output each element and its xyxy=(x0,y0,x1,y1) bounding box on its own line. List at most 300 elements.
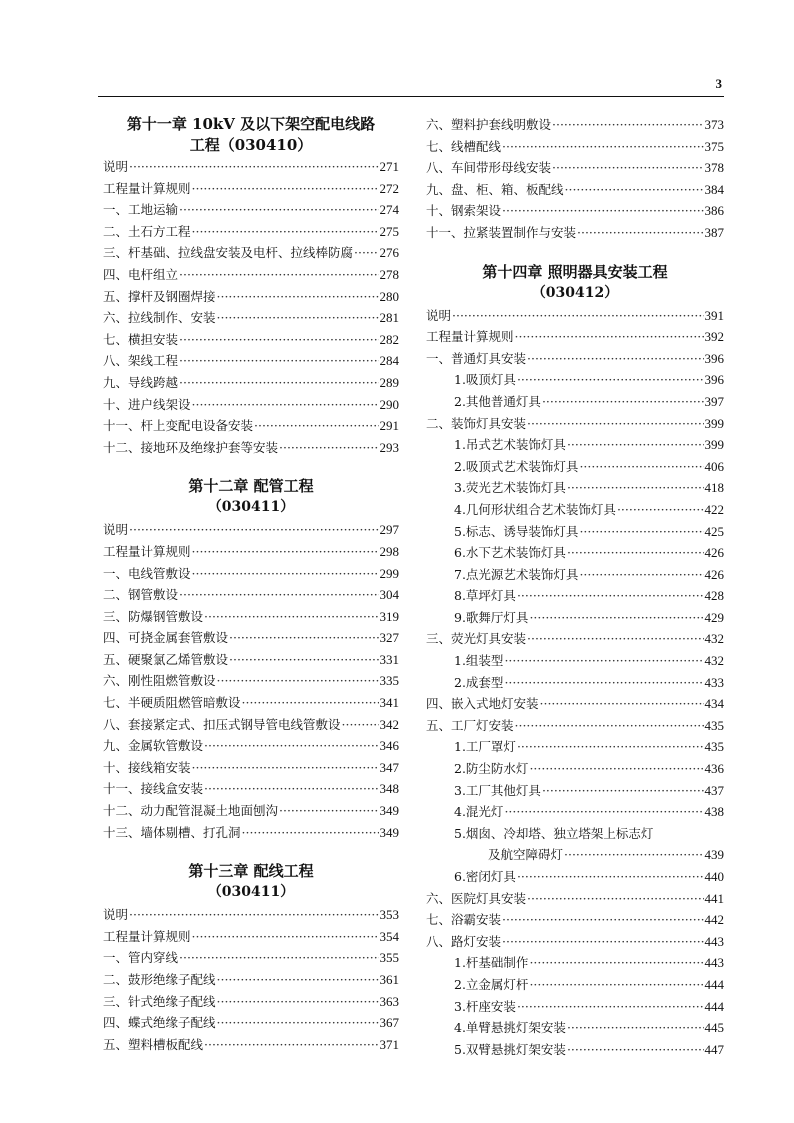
dot-leader xyxy=(129,519,378,541)
toc-entry-label: 八、架线工程 xyxy=(103,353,179,369)
toc-entry-label: 4.单臂悬挑灯架安装 xyxy=(454,1020,566,1036)
toc-entry-page: 397 xyxy=(704,393,724,409)
toc-entry-page: 440 xyxy=(704,869,724,884)
toc-entry[interactable] xyxy=(426,542,724,564)
toc-entry-label: 九、金属软管敷设 xyxy=(103,738,204,754)
toc-entry-label: 1.吊式艺术装饰灯具 xyxy=(454,437,566,453)
toc-entry-label: 四、蝶式绝缘子配线 xyxy=(103,1015,216,1031)
toc-entry[interactable] xyxy=(426,931,724,953)
toc-entry[interactable] xyxy=(426,521,724,543)
toc-entry-page: 298 xyxy=(379,543,399,559)
dot-leader xyxy=(192,757,379,779)
toc-entry[interactable] xyxy=(103,627,399,649)
toc-entry-label: 三、防爆钢管敷设 xyxy=(103,608,204,624)
toc-entry-page: 353 xyxy=(379,907,399,923)
toc-entry[interactable] xyxy=(426,801,724,823)
toc-entry[interactable] xyxy=(103,778,399,800)
dot-leader xyxy=(179,584,378,606)
toc-entry[interactable] xyxy=(103,221,399,243)
toc-entry-page: 387 xyxy=(704,224,724,240)
toc-entry-page: 432 xyxy=(704,631,724,647)
toc-entry-label: 十、接线箱安装 xyxy=(103,759,191,775)
toc-entry-page: 371 xyxy=(379,1036,399,1052)
dot-leader xyxy=(192,926,379,948)
toc-entry-label: 工程量计算规则 xyxy=(103,180,191,196)
toc-entry-label: 2.其他普通灯具 xyxy=(454,393,541,409)
toc-entry-page: 281 xyxy=(379,310,399,326)
toc-entry-page: 304 xyxy=(379,587,399,603)
chapter-14-code: （030412） xyxy=(531,284,619,301)
dot-leader xyxy=(192,178,379,200)
toc-entry[interactable] xyxy=(426,413,724,435)
dot-leader xyxy=(179,947,378,969)
dot-leader xyxy=(129,156,378,178)
chapter-12-code: （030411） xyxy=(207,499,295,516)
chapter-11-title-line1: 第十一章 10kV 及以下架空配电线路 xyxy=(126,115,376,133)
toc-entry-page: 437 xyxy=(704,782,724,798)
chapter-14-entries xyxy=(426,305,724,823)
toc-entry-page: 438 xyxy=(704,804,724,820)
toc-entry[interactable] xyxy=(103,1012,399,1034)
toc-entry-page: 335 xyxy=(379,673,399,689)
toc-entry[interactable] xyxy=(103,415,399,437)
chapter-13-entries xyxy=(103,904,399,1055)
toc-entry[interactable] xyxy=(426,348,724,370)
toc-entry[interactable] xyxy=(426,628,724,650)
toc-entry[interactable] xyxy=(426,179,724,201)
toc-entry-page: 443 xyxy=(704,933,724,949)
toc-entry-label: 1.组装型 xyxy=(454,653,504,669)
dot-leader xyxy=(217,286,379,308)
toc-entry-page: 443 xyxy=(704,955,724,971)
toc-entry-page: 396 xyxy=(704,372,724,388)
toc-entry-label: 5.标志、诱导装饰灯具 xyxy=(454,523,579,539)
toc-entry-page: 275 xyxy=(379,223,399,239)
dot-leader xyxy=(192,563,379,585)
toc-entry[interactable] xyxy=(103,714,399,736)
toc-entry-page: 436 xyxy=(704,761,724,777)
dot-leader xyxy=(192,394,379,416)
dot-leader xyxy=(567,1017,704,1039)
toc-entry[interactable] xyxy=(426,758,724,780)
chapter-12-title: 第十二章 配管工程 xyxy=(188,477,314,496)
toc-entry-label: 6.水下艺术装饰灯具 xyxy=(454,545,566,561)
dot-leader xyxy=(217,1012,379,1034)
dot-leader xyxy=(529,607,703,629)
toc-entry-page: 282 xyxy=(379,331,399,347)
toc-entry[interactable] xyxy=(103,670,399,692)
toc-entry[interactable] xyxy=(103,904,399,926)
toc-entry[interactable] xyxy=(103,969,399,991)
toc-entry-label: 十一、杆上变配电设备安装 xyxy=(103,418,254,434)
toc-entry-page: 399 xyxy=(704,415,724,431)
toc-entry-label: 4.几何形状组合艺术装饰灯具 xyxy=(454,501,616,517)
toc-entry-page: 363 xyxy=(379,993,399,1009)
toc-entry-page: 432 xyxy=(704,653,724,669)
toc-entry-page: 442 xyxy=(704,912,724,928)
toc-entry-page: 367 xyxy=(379,1015,399,1031)
dot-leader xyxy=(527,888,703,910)
toc-entry[interactable] xyxy=(426,736,724,758)
dot-leader xyxy=(567,542,704,564)
toc-entry-page: 425 xyxy=(704,523,724,539)
dot-leader xyxy=(204,606,378,628)
dot-leader xyxy=(529,758,703,780)
toc-entry-label: 五、塑料槽板配线 xyxy=(103,1036,204,1052)
toc-entry[interactable] xyxy=(103,947,399,969)
dot-leader xyxy=(579,521,703,543)
toc-entry-page: 327 xyxy=(379,630,399,646)
toc-entry-label: 8.草坪灯具 xyxy=(454,588,516,604)
toc-entry-page: 391 xyxy=(704,307,724,323)
toc-entry[interactable] xyxy=(426,974,724,996)
toc-entry-page: 291 xyxy=(379,418,399,434)
dot-leader xyxy=(552,157,703,179)
dot-leader xyxy=(567,434,704,456)
toc-entry-page: 331 xyxy=(379,651,399,667)
toc-entry-label: 说明 xyxy=(103,907,129,923)
toc-entry-label: 及航空障碍灯 xyxy=(488,847,564,863)
dot-leader xyxy=(579,456,703,478)
toc-entry-page: 439 xyxy=(704,847,724,863)
toc-entry[interactable] xyxy=(426,1017,724,1039)
chapter-13-cont-entries xyxy=(426,114,724,244)
toc-entry[interactable] xyxy=(103,329,399,351)
toc-entry[interactable] xyxy=(103,541,399,563)
dot-leader xyxy=(517,369,704,391)
toc-entry[interactable] xyxy=(103,156,399,178)
toc-entry-label: 九、导线跨越 xyxy=(103,374,179,390)
toc-entry[interactable] xyxy=(426,477,724,499)
toc-entry-page: 444 xyxy=(704,998,724,1014)
toc-entry[interactable] xyxy=(426,715,724,737)
toc-entry-page: 426 xyxy=(704,545,724,561)
toc-entry-label: 八、路灯安装 xyxy=(426,933,502,949)
dot-leader xyxy=(254,415,378,437)
toc-entry[interactable] xyxy=(103,800,399,822)
toc-entry[interactable] xyxy=(103,606,399,628)
dot-leader xyxy=(527,413,703,435)
dot-leader xyxy=(540,693,704,715)
toc-entry-label: 九、盘、柜、箱、板配线 xyxy=(426,181,564,197)
toc-entry[interactable] xyxy=(103,735,399,757)
toc-entry-page: 346 xyxy=(379,738,399,754)
toc-entry-page: 373 xyxy=(704,117,724,132)
toc-entry[interactable] xyxy=(426,200,724,222)
toc-entry-label: 八、套接紧定式、扣压式钢导管电线管敷设 xyxy=(103,716,341,732)
toc-entry-multiline-line2[interactable] xyxy=(426,844,724,866)
toc-entry-label: 5.烟囱、冷却塔、独立塔架上标志灯 xyxy=(454,825,654,841)
dot-leader xyxy=(217,307,379,329)
toc-entry-label: 5.双臂悬挑灯架安装 xyxy=(454,1041,566,1057)
toc-entry[interactable] xyxy=(103,519,399,541)
dot-leader xyxy=(179,350,378,372)
toc-entry[interactable] xyxy=(426,952,724,974)
toc-entry-label: 2.成套型 xyxy=(454,674,504,690)
toc-entry-page: 418 xyxy=(704,480,724,496)
chapter-14-title: 第十四章 照明器具安装工程 xyxy=(482,262,668,281)
toc-entry[interactable] xyxy=(426,499,724,521)
toc-entry[interactable] xyxy=(103,242,399,264)
dot-leader xyxy=(517,996,704,1018)
dot-leader xyxy=(577,222,703,244)
toc-entry-page: 276 xyxy=(379,245,399,261)
toc-entry-label: 说明 xyxy=(103,159,129,174)
toc-entry-label: 3.荧光艺术装饰灯具 xyxy=(454,480,566,496)
dot-leader xyxy=(242,692,379,714)
dot-leader xyxy=(204,778,378,800)
toc-entry[interactable] xyxy=(426,564,724,586)
toc-entry-label: 2.吸顶式艺术装饰灯具 xyxy=(454,458,579,474)
dot-leader xyxy=(579,564,703,586)
toc-entry-label: 四、电杆组立 xyxy=(103,266,179,282)
toc-entry-label: 六、塑料护套线明敷设 xyxy=(426,117,552,132)
toc-entry-label: 工程量计算规则 xyxy=(103,543,191,559)
toc-entry-page: 348 xyxy=(379,781,399,797)
toc-entry-page: 355 xyxy=(379,950,399,966)
toc-entry-page: 271 xyxy=(379,159,399,174)
toc-entry[interactable] xyxy=(426,585,724,607)
toc-entry-label: 八、车间带形母线安装 xyxy=(426,160,552,176)
toc-entry-page: 293 xyxy=(379,439,399,455)
toc-entry[interactable] xyxy=(103,437,399,459)
toc-entry-label: 七、半硬质阻燃管暗敷设 xyxy=(103,695,241,711)
toc-entry[interactable] xyxy=(426,650,724,672)
toc-entry[interactable] xyxy=(426,456,724,478)
toc-entry-page: 272 xyxy=(379,180,399,196)
toc-entry[interactable] xyxy=(426,222,724,244)
toc-entry-page: 319 xyxy=(379,608,399,624)
toc-entry-page: 297 xyxy=(379,522,399,538)
dot-leader xyxy=(527,628,703,650)
chapter-13-title: 第十三章 配线工程 xyxy=(188,862,314,881)
toc-entry-label: 一、电线管敷设 xyxy=(103,565,191,581)
toc-entry-page: 447 xyxy=(704,1041,724,1057)
toc-entry-label: 五、硬聚氯乙烯管敷设 xyxy=(103,651,229,667)
toc-entry-label: 十一、接线盒安装 xyxy=(103,781,204,797)
toc-entry[interactable] xyxy=(426,672,724,694)
dot-leader xyxy=(204,1034,378,1056)
toc-entry-label: 四、可挠金属套管敷设 xyxy=(103,630,229,646)
toc-entry[interactable] xyxy=(103,286,399,308)
header-rule xyxy=(98,96,724,97)
chapter-13-code: （030411） xyxy=(207,884,295,901)
chapter-14-entries-after xyxy=(426,866,724,1060)
toc-entry[interactable] xyxy=(103,199,399,221)
toc-entry[interactable] xyxy=(103,350,399,372)
dot-leader xyxy=(242,822,379,844)
toc-entry[interactable] xyxy=(103,372,399,394)
toc-entry-label: 工程量计算规则 xyxy=(103,928,191,944)
right-column xyxy=(426,114,724,1060)
dot-leader xyxy=(567,1039,704,1061)
dot-leader xyxy=(192,221,379,243)
toc-entry-label: 六、拉线制作、安装 xyxy=(103,310,216,326)
toc-entry[interactable] xyxy=(426,114,724,136)
dot-leader xyxy=(279,800,378,822)
dot-leader xyxy=(565,179,704,201)
toc-entry[interactable] xyxy=(426,305,724,327)
dot-leader xyxy=(179,199,378,221)
toc-entry[interactable] xyxy=(426,157,724,179)
dot-leader xyxy=(529,952,703,974)
dot-leader xyxy=(502,200,703,222)
toc-entry-label: 四、嵌入式地灯安装 xyxy=(426,696,539,712)
toc-entry[interactable] xyxy=(103,757,399,779)
chapter-12-entries xyxy=(103,519,399,843)
toc-entry-label: 6.密闭灯具 xyxy=(454,869,516,884)
toc-entry-label: 一、管内穿线 xyxy=(103,950,179,966)
toc-entry[interactable] xyxy=(103,307,399,329)
toc-entry-label: 二、装饰灯具安装 xyxy=(426,415,527,431)
toc-entry-label: 一、工地运输 xyxy=(103,202,179,218)
toc-entry-page: 441 xyxy=(704,890,724,906)
dot-leader xyxy=(502,909,703,931)
toc-entry[interactable] xyxy=(103,1034,399,1056)
toc-entry[interactable] xyxy=(426,1039,724,1061)
toc-entry-label: 4.混光灯 xyxy=(454,804,504,820)
toc-entry[interactable] xyxy=(426,391,724,413)
dot-leader xyxy=(517,866,704,888)
toc-entry[interactable] xyxy=(103,692,399,714)
dot-leader xyxy=(502,931,703,953)
toc-entry-label: 十二、接地环及绝缘护套等安装 xyxy=(103,439,279,455)
dot-leader xyxy=(129,904,378,926)
toc-entry-page: 347 xyxy=(379,759,399,775)
dot-leader xyxy=(179,264,378,286)
toc-entry[interactable] xyxy=(426,369,724,391)
dot-leader xyxy=(552,114,703,136)
toc-entry-multiline-line1[interactable] xyxy=(426,823,724,845)
dot-leader xyxy=(342,714,379,736)
toc-entry-label: 七、横担安装 xyxy=(103,331,179,347)
toc-entry[interactable] xyxy=(103,991,399,1013)
dot-leader xyxy=(564,844,703,866)
dot-leader xyxy=(504,801,703,823)
toc-entry[interactable] xyxy=(426,693,724,715)
dot-leader xyxy=(217,969,379,991)
toc-entry-page: 429 xyxy=(704,609,724,625)
toc-entry[interactable] xyxy=(103,649,399,671)
toc-entry-page: 354 xyxy=(379,928,399,944)
toc-entry-label: 2.立金属灯杆 xyxy=(454,976,529,992)
toc-entry[interactable] xyxy=(426,434,724,456)
toc-entry-page: 445 xyxy=(704,1020,724,1036)
toc-entry[interactable] xyxy=(426,326,724,348)
toc-entry-page: 434 xyxy=(704,696,724,712)
toc-entry[interactable] xyxy=(103,394,399,416)
dot-leader xyxy=(279,437,378,459)
toc-entry-page: 422 xyxy=(704,501,724,517)
toc-entry-label: 二、钢管敷设 xyxy=(103,587,179,603)
toc-entry-label: 三、杆基础、拉线盘安装及电杆、拉线棒防腐 xyxy=(103,245,354,261)
dot-leader xyxy=(229,627,378,649)
dot-leader xyxy=(217,670,379,692)
toc-entry[interactable] xyxy=(103,822,399,844)
toc-entry[interactable] xyxy=(426,607,724,629)
dot-leader xyxy=(192,541,379,563)
toc-entry-label: 3.杆座安装 xyxy=(454,998,516,1014)
toc-entry-page: 396 xyxy=(704,350,724,366)
toc-entry-page: 342 xyxy=(379,716,399,732)
dot-leader xyxy=(204,735,378,757)
dot-leader xyxy=(527,348,703,370)
toc-entry-label: 二、土石方工程 xyxy=(103,223,191,239)
toc-entry-label: 说明 xyxy=(103,522,129,538)
chapter-11-title-line2: 工程（030410） xyxy=(189,136,313,154)
toc-entry-label: 一、普通灯具安装 xyxy=(426,350,527,366)
toc-entry-label: 七、线槽配线 xyxy=(426,138,502,154)
toc-entry-page: 399 xyxy=(704,437,724,453)
dot-leader xyxy=(529,974,703,996)
page-number: 3 xyxy=(715,76,722,91)
dot-leader xyxy=(179,372,378,394)
toc-entry-page: 386 xyxy=(704,203,724,219)
toc-entry[interactable] xyxy=(103,264,399,286)
dot-leader xyxy=(217,991,379,1013)
toc-entry-label: 2.防尘防水灯 xyxy=(454,761,529,777)
toc-entry-page: 435 xyxy=(704,739,724,755)
toc-entry-label: 十、钢索架设 xyxy=(426,203,502,219)
toc-entry-label: 二、鼓形绝缘子配线 xyxy=(103,972,216,987)
toc-entry-label: 五、工厂灯安装 xyxy=(426,717,514,733)
toc-entry[interactable] xyxy=(426,780,724,802)
toc-entry-label: 7.点光源艺术装饰灯具 xyxy=(454,566,579,582)
toc-entry-page: 406 xyxy=(704,458,724,474)
toc-entry-page: 284 xyxy=(379,353,399,369)
toc-entry-page: 278 xyxy=(379,266,399,282)
dot-leader xyxy=(517,585,704,607)
dot-leader xyxy=(617,499,704,521)
toc-entry[interactable] xyxy=(426,996,724,1018)
toc-entry-page: 274 xyxy=(379,202,399,218)
toc-entry-label: 十二、动力配管混凝土地面刨沟 xyxy=(103,803,279,819)
dot-leader xyxy=(502,136,703,158)
toc-entry-page: 375 xyxy=(704,138,724,154)
dot-leader xyxy=(504,650,703,672)
dot-leader xyxy=(504,672,703,694)
toc-entry-page: 384 xyxy=(704,181,724,197)
toc-entry-label: 十三、墙体剔槽、打孔洞 xyxy=(103,824,241,840)
toc-entry-label: 三、针式绝缘子配线 xyxy=(103,993,216,1009)
toc-entry-page: 428 xyxy=(704,588,724,604)
dot-leader xyxy=(452,305,703,327)
toc-entry-label: 三、荧光灯具安装 xyxy=(426,631,527,647)
toc-entry-page: 433 xyxy=(704,674,724,690)
toc-entry-page: 349 xyxy=(379,824,399,840)
toc-entry-page: 361 xyxy=(379,972,399,987)
dot-leader xyxy=(515,326,704,348)
toc-entry-label: 六、医院灯具安装 xyxy=(426,890,527,906)
toc-entry-page: 349 xyxy=(379,803,399,819)
left-column xyxy=(103,114,399,1055)
dot-leader xyxy=(354,242,378,264)
toc-entry-label: 1.杆基础制作 xyxy=(454,955,529,971)
toc-entry[interactable] xyxy=(426,136,724,158)
toc-entry-page: 280 xyxy=(379,288,399,304)
toc-entry-page: 392 xyxy=(704,329,724,345)
toc-entry[interactable] xyxy=(103,178,399,200)
toc-entry[interactable] xyxy=(103,563,399,585)
toc-entry[interactable] xyxy=(103,926,399,948)
toc-entry[interactable] xyxy=(103,584,399,606)
toc-entry-page: 290 xyxy=(379,396,399,412)
toc-entry[interactable] xyxy=(426,909,724,931)
toc-entry-label: 1.吸顶灯具 xyxy=(454,372,516,388)
toc-entry-label: 十、进户线架设 xyxy=(103,396,191,412)
toc-entry[interactable] xyxy=(426,888,724,910)
toc-entry[interactable] xyxy=(426,866,724,888)
